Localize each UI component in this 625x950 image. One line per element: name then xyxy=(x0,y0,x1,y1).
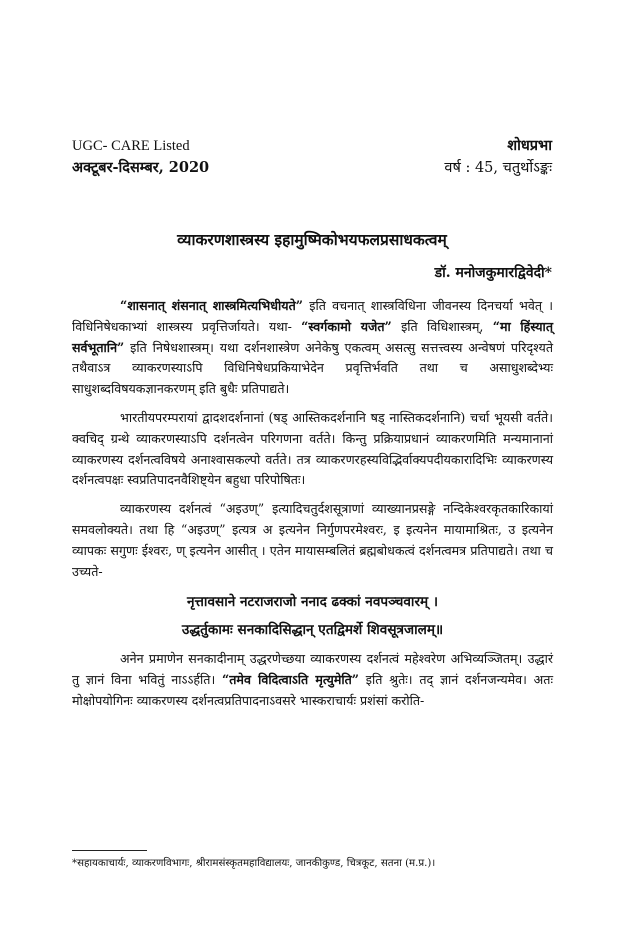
quote-ma-himsyat: “मा हिंस्यात् सर्वभूतानि” xyxy=(72,318,553,355)
paragraph-4-text-a: अनेन प्रमाणेन सनकादीनाम् उद्धरणेच्छया व्याकरणस्य दर्शनत्वं महेश्वरेण अभिव्यञ्जितम्। उद्धारं तु ज्ञानं विना भवितुं नाऽऽर्हति। xyxy=(72,651,553,688)
article-title: व्याकरणशास्त्रस्य इहामुष्मिकोभयफलप्रसाधकत्वम् xyxy=(177,230,447,249)
paragraph-1-text-b: इति विधिशास्त्रम्, xyxy=(391,318,493,334)
author-footnote: *सहायकाचार्यः, व्याकरणविभागः, श्रीरामसंस्कृतमहाविद्यालयः, जानकीकुण्ड, चित्रकूट, सतना (म.प्र.)। xyxy=(72,858,436,869)
paragraph-1-text-a: इति वचनात् शास्त्रविधिना जीवनस्य दिनचर्या भवेत् । विधिनिषेधकाभ्यां शास्त्रस्य प्रवृत्तिर्जायते। यथा- xyxy=(72,298,554,334)
journal-name: शोधप्रभा xyxy=(507,137,552,154)
verse-line-1: नृत्तावसाने नटराजराजो ननाद ढक्कां नवपञ्चवारम् । xyxy=(186,594,439,611)
article-author: डॉ. मनोजकुमारद्विवेदी* xyxy=(434,265,552,281)
journal-listing: UGC- CARE Listed xyxy=(72,138,190,154)
verse-line-2: उद्धर्तुकामः सनकादिसिद्धान् एतद्विमर्शे शिवसूत्रजालम्॥ xyxy=(181,622,444,639)
paragraph-4 xyxy=(72,649,553,711)
paragraph-3: व्याकरणस्य दर्शनत्वं “अइउण्” इत्यादिचतुर्दशसूत्राणां व्याख्यानप्रसङ्गे नन्दिकेश्वरकृतकारिकायां समवलोक्यते। तथा हि “अइउण्” इत्यत्र अ इत्यनेन निर्गुणपरमेश्वरः, इ इत्यनेन मायामाश्रितः, उ इत्यनेन व्यापकः सगुणः ईश्वरः, ण् इत्यनेन आसीत् । एतेन मायासम्बलितं ब्रह्मबोधकत्वं दर्शनत्वमत्र प्रतिपाद्यते। तथा च उच्यते- xyxy=(72,501,553,579)
footnote-rule xyxy=(72,850,147,851)
issue-date: अक्टूबर-दिसम्बर, 2020 xyxy=(72,159,210,176)
quote-tameva-viditva: “तमेव विदित्वाऽति मृत्युमेति” xyxy=(221,672,360,688)
article-body xyxy=(72,296,553,720)
quote-shastra-definition: “शासनात् शंसनात् शास्त्रमित्यभिधीयते” xyxy=(120,298,304,313)
paragraph-1-text-c: इति निषेधशास्त्रम्। यथा दर्शनशास्त्रेण अनेकेषु एकत्वम् असत्सु सत्तत्त्वस्य अन्वेषणं परिदृश्यते तथैवाऽत्र व्याकरणस्याऽपि विधिनिषेधप्रकियाभेदेन प्रवृत्तिर्भवति तथा च असाधुशब्देभ्यः साधुशब्दविषयकज्ञानकरणम् इति बुधैः प्रतिपाद्यते। xyxy=(72,339,553,397)
paragraph-2: भारतीयपरम्परायां द्वादशदर्शनानां (षड् आस्तिकदर्शनानि षड् नास्तिकदर्शनानि) चर्चा भूयसी वर्तते। क्वचिद् ग्रन्थे व्याकरणस्याऽपि दर्शनत्वेन परिगणना वर्तते। किन्तु प्रक्रियाप्रधानं व्याकरणमिति मन्यमानानां व्याकरणस्य दर्शनत्वविषये अनाश्वासकल्पो वर्तते। तत्र व्याकरणरहस्यविद्भिर्वाक्यपदीयकारादिभिः व्याकरणस्य दर्शनत्वपक्षः स्वप्रतिपादनवैशिष्ट्येन बहुधा परिपोषितः। xyxy=(72,409,553,488)
paragraph-4-text-b: इति श्रुतेः। तद् ज्ञानं दर्शनजन्यमेव। अतः मोक्षोपयोगिनः व्याकरणस्य दर्शनत्वप्रतिपादनाऽवसरे भास्कराचार्यः प्रशंसां करोति- xyxy=(72,672,554,708)
quote-svargakamo: “स्वर्गकामो यजेत” xyxy=(301,318,392,334)
volume-issue: वर्ष : 45, चतुर्थोऽङ्कः xyxy=(444,160,552,176)
paragraph-1 xyxy=(72,296,553,400)
